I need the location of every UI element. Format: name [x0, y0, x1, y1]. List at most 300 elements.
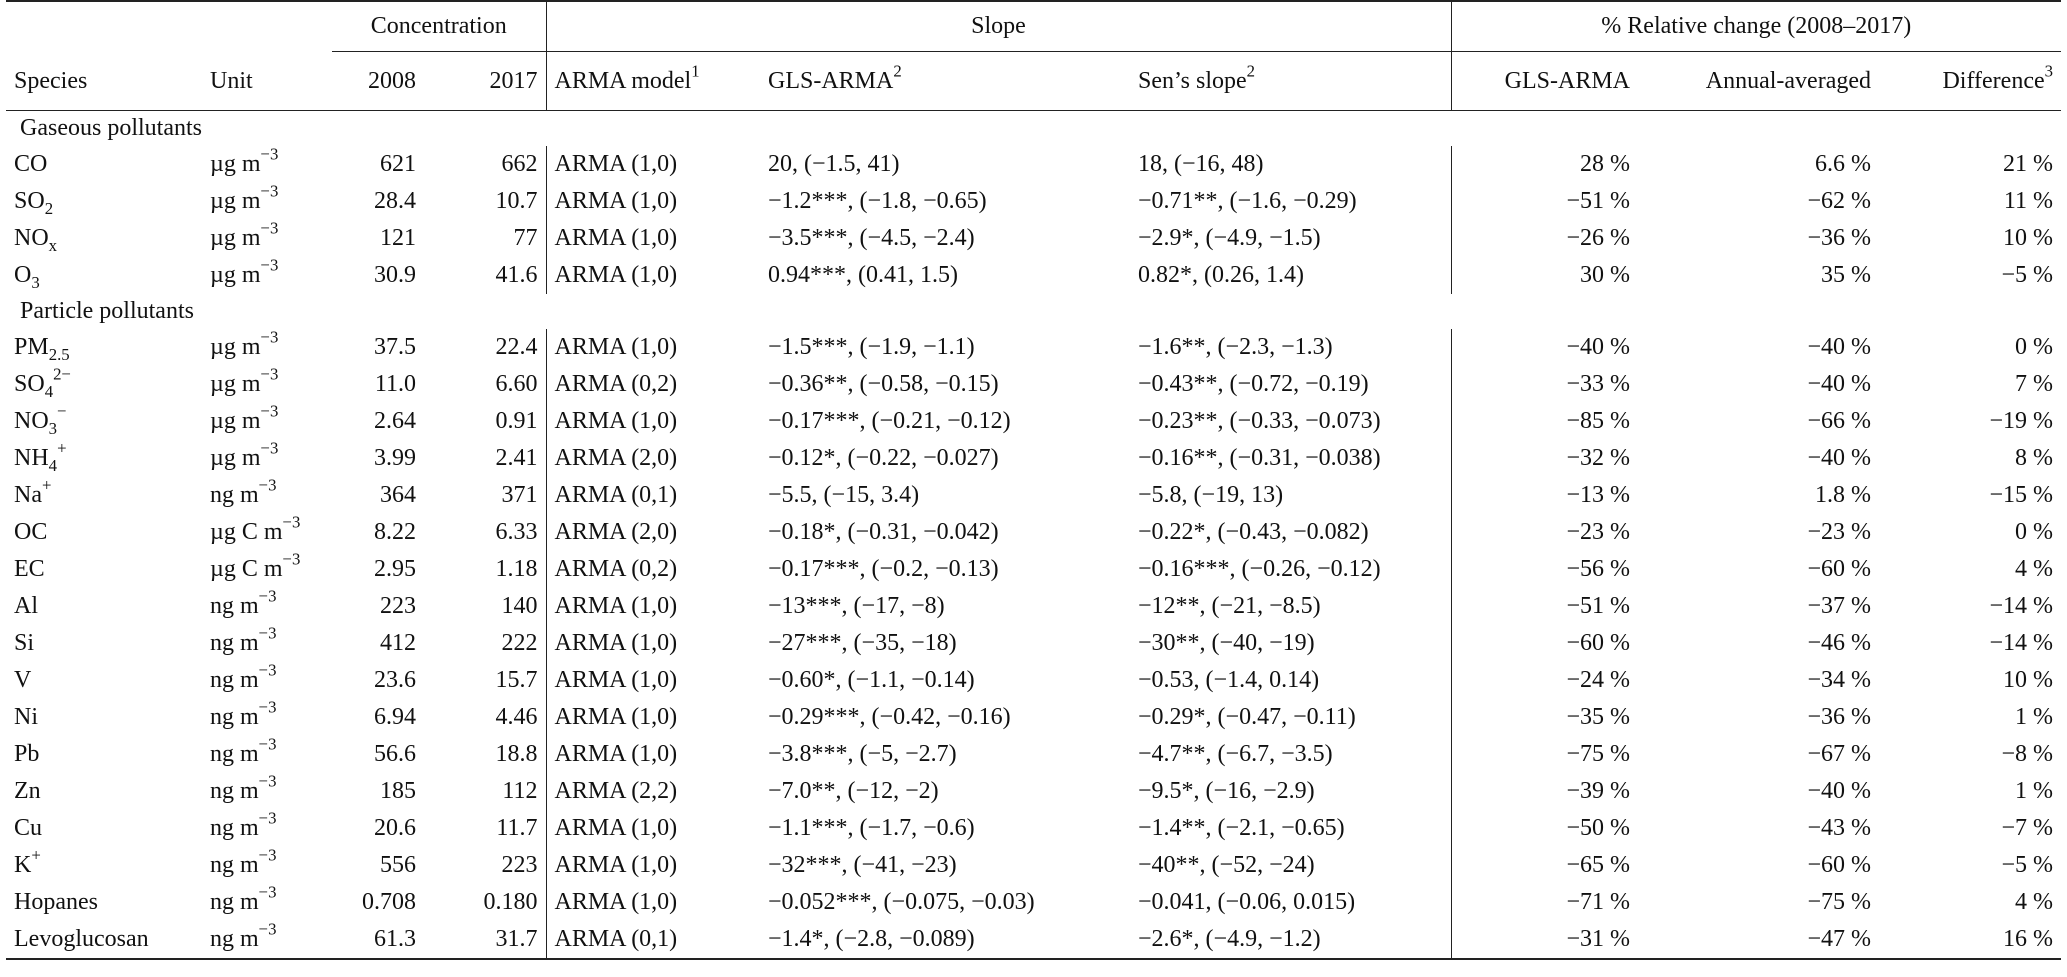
sens-slope-cell: −1.4**, (−2.1, −0.65)	[1130, 810, 1451, 847]
sens-slope-cell: −2.6*, (−4.9, −1.2)	[1130, 921, 1451, 959]
header-row-1	[6, 1, 2061, 52]
conc-2017-cell: 140	[424, 588, 546, 625]
unit-text: µg C m	[210, 519, 283, 545]
conc-2008-cell: 2.64	[374, 408, 416, 434]
unit-exponent: −3	[260, 218, 279, 238]
unit-exponent: −3	[258, 734, 277, 754]
unit-cell	[202, 810, 332, 847]
species-cell	[6, 588, 202, 625]
conc-2017-cell: 31.7	[424, 921, 546, 959]
conc-2008-cell: 3.99	[374, 445, 416, 471]
species-cell	[6, 847, 202, 884]
unit-cell	[202, 551, 332, 588]
arma-model-cell: ARMA (0,1)	[554, 926, 678, 952]
conc-2017-cell: 18.8	[424, 736, 546, 773]
unit-text: ng m	[210, 926, 259, 952]
species-name: Zn	[14, 778, 41, 804]
rc-difference-cell: −5 %	[2001, 852, 2054, 878]
rc-difference-cell: 16 %	[2003, 926, 2054, 952]
gls-arma-slope-cell: −0.17***, (−0.21, −0.12)	[768, 408, 1011, 434]
species-name: Pb	[14, 741, 40, 767]
unit-cell	[202, 773, 332, 810]
conc-2008-cell: 30.9	[374, 262, 416, 288]
unit-cell	[202, 220, 332, 257]
unit-text: ng m	[210, 852, 259, 878]
species-cell	[6, 366, 202, 403]
unit-exponent: −3	[258, 771, 277, 791]
unit-cell	[202, 699, 332, 736]
footnote-marker: 1	[691, 61, 700, 81]
table-row	[6, 810, 2061, 847]
unit-text: ng m	[210, 704, 259, 730]
unit-exponent: −3	[260, 401, 279, 421]
sens-slope-cell: −0.23**, (−0.33, −0.073)	[1130, 403, 1451, 440]
rc-gls-arma-cell: −13 %	[1566, 482, 1630, 508]
unit-cell	[202, 884, 332, 921]
conc-2017-cell: 6.60	[424, 366, 546, 403]
arma-model-cell: ARMA (1,0)	[554, 667, 678, 693]
species-name: Na	[14, 482, 42, 508]
rc-difference-cell: 0 %	[2015, 519, 2054, 545]
conc-2017-cell: 112	[424, 773, 546, 810]
sens-slope-cell: −2.9*, (−4.9, −1.5)	[1130, 220, 1451, 257]
rc-annual-cell: 6.6 %	[1815, 151, 1871, 177]
rc-annual-cell: −36 %	[1807, 225, 1871, 251]
species-subscript: 4	[44, 381, 54, 401]
rc-gls-arma-cell: −85 %	[1566, 408, 1630, 434]
rc-gls-arma-cell: −24 %	[1566, 667, 1630, 693]
unit-text: ng m	[210, 741, 259, 767]
rc-annual-cell: −36 %	[1807, 704, 1871, 730]
gls-arma-slope-cell: −1.2***, (−1.8, −0.65)	[768, 188, 987, 214]
conc-2017-cell: 22.4	[424, 329, 546, 366]
rc-difference-cell: 11 %	[2003, 188, 2054, 214]
rc-difference-cell: −5 %	[2001, 262, 2054, 288]
rc-difference-cell: −19 %	[1989, 408, 2054, 434]
species-name: Levoglucosan	[14, 926, 149, 952]
conc-2017-cell: 0.180	[424, 884, 546, 921]
species-subscript: x	[48, 235, 58, 255]
arma-model-cell: ARMA (1,0)	[554, 704, 678, 730]
table-row	[6, 736, 2061, 773]
header-2017: 2017	[424, 52, 546, 111]
unit-text: ng m	[210, 482, 259, 508]
rc-difference-cell: 10 %	[2003, 225, 2054, 251]
unit-exponent: −3	[260, 438, 279, 458]
species-name: Si	[14, 630, 35, 656]
group-header-row	[6, 111, 2061, 147]
species-name: SO	[14, 188, 45, 214]
conc-2008-cell: 20.6	[374, 815, 416, 841]
table-row	[6, 257, 2061, 294]
header-row-2	[6, 52, 2061, 111]
unit-text: ng m	[210, 630, 259, 656]
rc-annual-cell: −40 %	[1807, 334, 1871, 360]
conc-2008-cell: 364	[380, 482, 416, 508]
conc-2017-cell: 10.7	[424, 183, 546, 220]
species-superscript: +	[57, 438, 67, 458]
rc-difference-cell: 10 %	[2003, 667, 2054, 693]
species-name: CO	[14, 151, 48, 177]
species-cell	[6, 810, 202, 847]
arma-model-cell: ARMA (2,0)	[554, 519, 678, 545]
conc-2008-cell: 0.708	[362, 889, 416, 915]
header-slope: Slope	[546, 1, 1451, 52]
rc-difference-cell: −7 %	[2001, 815, 2054, 841]
sens-slope-cell: −0.53, (−1.4, 0.14)	[1130, 662, 1451, 699]
unit-exponent: −3	[258, 882, 277, 902]
sens-slope-cell: 0.82*, (0.26, 1.4)	[1130, 257, 1451, 294]
species-cell	[6, 403, 202, 440]
unit-cell	[202, 183, 332, 220]
arma-model-cell: ARMA (0,2)	[554, 556, 678, 582]
rc-annual-cell: −60 %	[1807, 852, 1871, 878]
unit-exponent: −3	[260, 181, 279, 201]
conc-2017-cell: 11.7	[424, 810, 546, 847]
species-cell	[6, 736, 202, 773]
table-row	[6, 847, 2061, 884]
header-rc-difference-label: Difference	[1942, 68, 2045, 94]
species-name: V	[14, 667, 32, 693]
sens-slope-cell: −0.71**, (−1.6, −0.29)	[1130, 183, 1451, 220]
arma-model-cell: ARMA (1,0)	[554, 815, 678, 841]
arma-model-cell: ARMA (1,0)	[554, 151, 678, 177]
gls-arma-slope-cell: −3.5***, (−4.5, −2.4)	[768, 225, 975, 251]
rc-gls-arma-cell: −75 %	[1566, 741, 1630, 767]
sens-slope-cell: −0.041, (−0.06, 0.015)	[1130, 884, 1451, 921]
species-name: Hopanes	[14, 889, 98, 915]
conc-2008-cell: 185	[380, 778, 416, 804]
arma-model-cell: ARMA (2,0)	[554, 445, 678, 471]
table-row	[6, 551, 2061, 588]
gls-arma-slope-cell: −0.052***, (−0.075, −0.03)	[768, 889, 1035, 915]
rc-annual-cell: −43 %	[1807, 815, 1871, 841]
arma-model-cell: ARMA (1,0)	[554, 852, 678, 878]
sens-slope-cell: −0.16**, (−0.31, −0.038)	[1130, 440, 1451, 477]
species-subscript: 3	[48, 418, 58, 438]
arma-model-cell: ARMA (1,0)	[554, 630, 678, 656]
header-arma-model	[546, 52, 760, 111]
rc-gls-arma-cell: −56 %	[1566, 556, 1630, 582]
rc-gls-arma-cell: −39 %	[1566, 778, 1630, 804]
sens-slope-cell: −0.16***, (−0.26, −0.12)	[1130, 551, 1451, 588]
rc-difference-cell: 1 %	[2015, 704, 2054, 730]
footnote-marker: 2	[893, 61, 902, 81]
group-header-row	[6, 294, 2061, 329]
table-row	[6, 220, 2061, 257]
group-title: Gaseous pollutants	[20, 115, 202, 141]
table-body	[6, 111, 2061, 960]
sens-slope-cell: −1.6**, (−2.3, −1.3)	[1130, 329, 1451, 366]
arma-model-cell: ARMA (1,0)	[554, 593, 678, 619]
rc-annual-cell: −60 %	[1807, 556, 1871, 582]
arma-model-cell: ARMA (1,0)	[554, 408, 678, 434]
conc-2017-cell: 0.91	[424, 403, 546, 440]
rc-annual-cell: −40 %	[1807, 445, 1871, 471]
species-name: SO	[14, 371, 45, 397]
conc-2017-cell: 662	[424, 146, 546, 183]
rc-annual-cell: −47 %	[1807, 926, 1871, 952]
species-name: NH	[14, 445, 49, 471]
table-row	[6, 625, 2061, 662]
rc-annual-cell: −62 %	[1807, 188, 1871, 214]
unit-text: ng m	[210, 815, 259, 841]
species-name: NO	[14, 408, 49, 434]
unit-exponent: −3	[282, 512, 301, 532]
conc-2008-cell: 23.6	[374, 667, 416, 693]
sens-slope-cell: −0.29*, (−0.47, −0.11)	[1130, 699, 1451, 736]
unit-text: ng m	[210, 667, 259, 693]
unit-text: µg m	[210, 445, 261, 471]
unit-text: ng m	[210, 889, 259, 915]
sens-slope-cell: −12**, (−21, −8.5)	[1130, 588, 1451, 625]
unit-cell	[202, 329, 332, 366]
gls-arma-slope-cell: −0.36**, (−0.58, −0.15)	[768, 371, 999, 397]
conc-2008-cell: 621	[380, 151, 416, 177]
rc-annual-cell: −40 %	[1807, 778, 1871, 804]
conc-2008-cell: 11.0	[374, 371, 416, 397]
rc-annual-cell: 1.8 %	[1815, 482, 1871, 508]
unit-cell	[202, 588, 332, 625]
conc-2017-cell: 223	[424, 847, 546, 884]
rc-annual-cell: −23 %	[1807, 519, 1871, 545]
rc-difference-cell: −8 %	[2001, 741, 2054, 767]
unit-cell	[202, 847, 332, 884]
species-name: EC	[14, 556, 45, 582]
unit-cell	[202, 736, 332, 773]
rc-difference-cell: −15 %	[1989, 482, 2054, 508]
gls-arma-slope-cell: −27***, (−35, −18)	[768, 630, 957, 656]
unit-cell	[202, 921, 332, 959]
species-subscript: 2.5	[48, 344, 70, 364]
species-cell	[6, 146, 202, 183]
gls-arma-slope-cell: 0.94***, (0.41, 1.5)	[768, 262, 958, 288]
unit-text: µg m	[210, 408, 261, 434]
header-concentration: Concentration	[332, 1, 546, 52]
unit-text: µg m	[210, 188, 261, 214]
conc-2017-cell: 371	[424, 477, 546, 514]
unit-exponent: −3	[260, 255, 279, 275]
unit-cell	[202, 662, 332, 699]
species-cell	[6, 514, 202, 551]
footnote-marker: 2	[1246, 61, 1256, 81]
header-2008: 2008	[368, 68, 416, 94]
arma-model-cell: ARMA (1,0)	[554, 262, 678, 288]
sens-slope-cell: −0.22*, (−0.43, −0.082)	[1130, 514, 1451, 551]
rc-difference-cell: 8 %	[2015, 445, 2054, 471]
gls-arma-slope-cell: −7.0**, (−12, −2)	[768, 778, 939, 804]
unit-exponent: −3	[260, 364, 279, 384]
unit-exponent: −3	[258, 475, 277, 495]
table-row	[6, 884, 2061, 921]
unit-exponent: −3	[258, 697, 277, 717]
arma-model-cell: ARMA (1,0)	[554, 225, 678, 251]
rc-difference-cell: 7 %	[2015, 371, 2054, 397]
unit-cell	[202, 403, 332, 440]
header-blank	[202, 1, 332, 52]
rc-annual-cell: −66 %	[1807, 408, 1871, 434]
species-cell	[6, 773, 202, 810]
arma-model-cell: ARMA (1,0)	[554, 741, 678, 767]
sens-slope-cell: −9.5*, (−16, −2.9)	[1130, 773, 1451, 810]
species-subscript: 4	[48, 455, 58, 475]
table-row	[6, 403, 2061, 440]
arma-model-cell: ARMA (1,0)	[554, 188, 678, 214]
rc-gls-arma-cell: −65 %	[1566, 852, 1630, 878]
sens-slope-cell: −5.8, (−19, 13)	[1130, 477, 1451, 514]
species-name: Al	[14, 593, 38, 619]
species-cell	[6, 477, 202, 514]
arma-model-cell: ARMA (1,0)	[554, 334, 678, 360]
header-species: Species	[14, 67, 88, 94]
gls-arma-slope-cell: −0.60*, (−1.1, −0.14)	[768, 667, 975, 693]
table-row	[6, 440, 2061, 477]
unit-text: ng m	[210, 593, 259, 619]
rc-annual-cell: −37 %	[1807, 593, 1871, 619]
unit-text: µg C m	[210, 556, 283, 582]
unit-text: µg m	[210, 334, 261, 360]
species-name: NO	[14, 225, 49, 251]
rc-annual-cell: −40 %	[1807, 371, 1871, 397]
conc-2008-cell: 28.4	[374, 188, 416, 214]
species-cell	[6, 699, 202, 736]
sens-slope-cell: −4.7**, (−6.7, −3.5)	[1130, 736, 1451, 773]
unit-cell	[202, 257, 332, 294]
conc-2008-cell: 412	[380, 630, 416, 656]
header-rc-difference	[1879, 52, 2061, 111]
conc-2008-cell: 37.5	[374, 334, 416, 360]
conc-2008-cell: 2.95	[374, 556, 416, 582]
conc-2017-cell: 4.46	[424, 699, 546, 736]
header-relative-change: % Relative change (2008–2017)	[1451, 1, 2061, 52]
sens-slope-cell: −0.43**, (−0.72, −0.19)	[1130, 366, 1451, 403]
species-name: Ni	[14, 704, 38, 730]
conc-2017-cell: 15.7	[424, 662, 546, 699]
table-row	[6, 146, 2061, 183]
sens-slope-cell: −30**, (−40, −19)	[1130, 625, 1451, 662]
rc-gls-arma-cell: −23 %	[1566, 519, 1630, 545]
species-superscript: +	[31, 845, 41, 865]
table-row	[6, 329, 2061, 366]
table-row	[6, 921, 2061, 959]
species-cell	[6, 183, 202, 220]
unit-exponent: −3	[258, 919, 277, 939]
rc-difference-cell: 1 %	[2015, 778, 2054, 804]
header-rc-gls-arma: GLS-ARMA	[1504, 68, 1630, 94]
gls-arma-slope-cell: −13***, (−17, −8)	[768, 593, 945, 619]
unit-exponent: −3	[258, 586, 277, 606]
species-superscript: +	[41, 475, 52, 495]
table-row	[6, 366, 2061, 403]
rc-gls-arma-cell: −40 %	[1566, 334, 1630, 360]
rc-difference-cell: 4 %	[2015, 556, 2054, 582]
unit-exponent: −3	[258, 660, 277, 680]
gls-arma-slope-cell: −1.5***, (−1.9, −1.1)	[768, 334, 975, 360]
gls-arma-slope-cell: −0.17***, (−0.2, −0.13)	[768, 556, 999, 582]
header-unit: Unit	[210, 67, 253, 94]
rc-annual-cell: −34 %	[1807, 667, 1871, 693]
header-sens-slope	[1130, 52, 1451, 111]
header-arma-model-label: ARMA model	[554, 68, 692, 94]
table-row	[6, 773, 2061, 810]
unit-cell	[202, 625, 332, 662]
rc-annual-cell: −46 %	[1807, 630, 1871, 656]
unit-text: µg m	[210, 151, 261, 177]
rc-difference-cell: −14 %	[1989, 630, 2054, 656]
footnote-marker: 3	[2044, 61, 2054, 81]
unit-exponent: −3	[258, 845, 277, 865]
species-name: K	[14, 852, 32, 878]
rc-annual-cell: −75 %	[1807, 889, 1871, 915]
rc-annual-cell: 35 %	[1821, 262, 1871, 288]
rc-gls-arma-cell: −32 %	[1566, 445, 1630, 471]
unit-cell	[202, 477, 332, 514]
species-subscript: 3	[31, 272, 40, 292]
unit-cell	[202, 146, 332, 183]
species-cell	[6, 662, 202, 699]
unit-exponent: −3	[260, 327, 279, 347]
table-row	[6, 662, 2061, 699]
arma-model-cell: ARMA (2,2)	[554, 778, 678, 804]
species-cell	[6, 220, 202, 257]
conc-2008-cell: 121	[380, 225, 416, 251]
gls-arma-slope-cell: −3.8***, (−5, −2.7)	[768, 741, 957, 767]
species-cell	[6, 440, 202, 477]
unit-text: µg m	[210, 262, 261, 288]
rc-gls-arma-cell: −33 %	[1566, 371, 1630, 397]
gls-arma-slope-cell: 20, (−1.5, 41)	[768, 151, 900, 177]
gls-arma-slope-cell: −0.18*, (−0.31, −0.042)	[768, 519, 999, 545]
species-name: PM	[14, 334, 49, 360]
species-cell	[6, 257, 202, 294]
species-superscript: 2−	[53, 364, 71, 384]
rc-gls-arma-cell: −71 %	[1566, 889, 1630, 915]
species-cell	[6, 551, 202, 588]
species-cell	[6, 884, 202, 921]
gls-arma-slope-cell: −0.12*, (−0.22, −0.027)	[768, 445, 999, 471]
table-row	[6, 514, 2061, 551]
header-gls-arma-label: GLS-ARMA	[768, 68, 894, 94]
conc-2017-cell: 6.33	[424, 514, 546, 551]
conc-2008-cell: 56.6	[374, 741, 416, 767]
sens-slope-cell: −40**, (−52, −24)	[1130, 847, 1451, 884]
rc-gls-arma-cell: −60 %	[1566, 630, 1630, 656]
species-superscript: −	[57, 401, 67, 421]
species-cell	[6, 625, 202, 662]
arma-model-cell: ARMA (0,1)	[554, 482, 678, 508]
unit-cell	[202, 440, 332, 477]
unit-cell	[202, 514, 332, 551]
species-cell	[6, 329, 202, 366]
rc-difference-cell: 4 %	[2015, 889, 2054, 915]
conc-2008-cell: 6.94	[374, 704, 416, 730]
sens-slope-cell: 18, (−16, 48)	[1130, 146, 1451, 183]
header-blank	[6, 1, 202, 52]
gls-arma-slope-cell: −5.5, (−15, 3.4)	[768, 482, 920, 508]
gls-arma-slope-cell: −1.1***, (−1.7, −0.6)	[768, 815, 975, 841]
header-gls-arma	[760, 52, 1130, 111]
gls-arma-slope-cell: −1.4*, (−2.8, −0.089)	[768, 926, 975, 952]
table-row	[6, 183, 2061, 220]
rc-gls-arma-cell: −31 %	[1566, 926, 1630, 952]
conc-2017-cell: 2.41	[424, 440, 546, 477]
unit-exponent: −3	[282, 549, 301, 569]
species-name: O	[14, 262, 32, 288]
unit-cell	[202, 366, 332, 403]
unit-exponent: −3	[258, 808, 277, 828]
rc-gls-arma-cell: −51 %	[1566, 593, 1630, 619]
group-title: Particle pollutants	[20, 298, 194, 324]
